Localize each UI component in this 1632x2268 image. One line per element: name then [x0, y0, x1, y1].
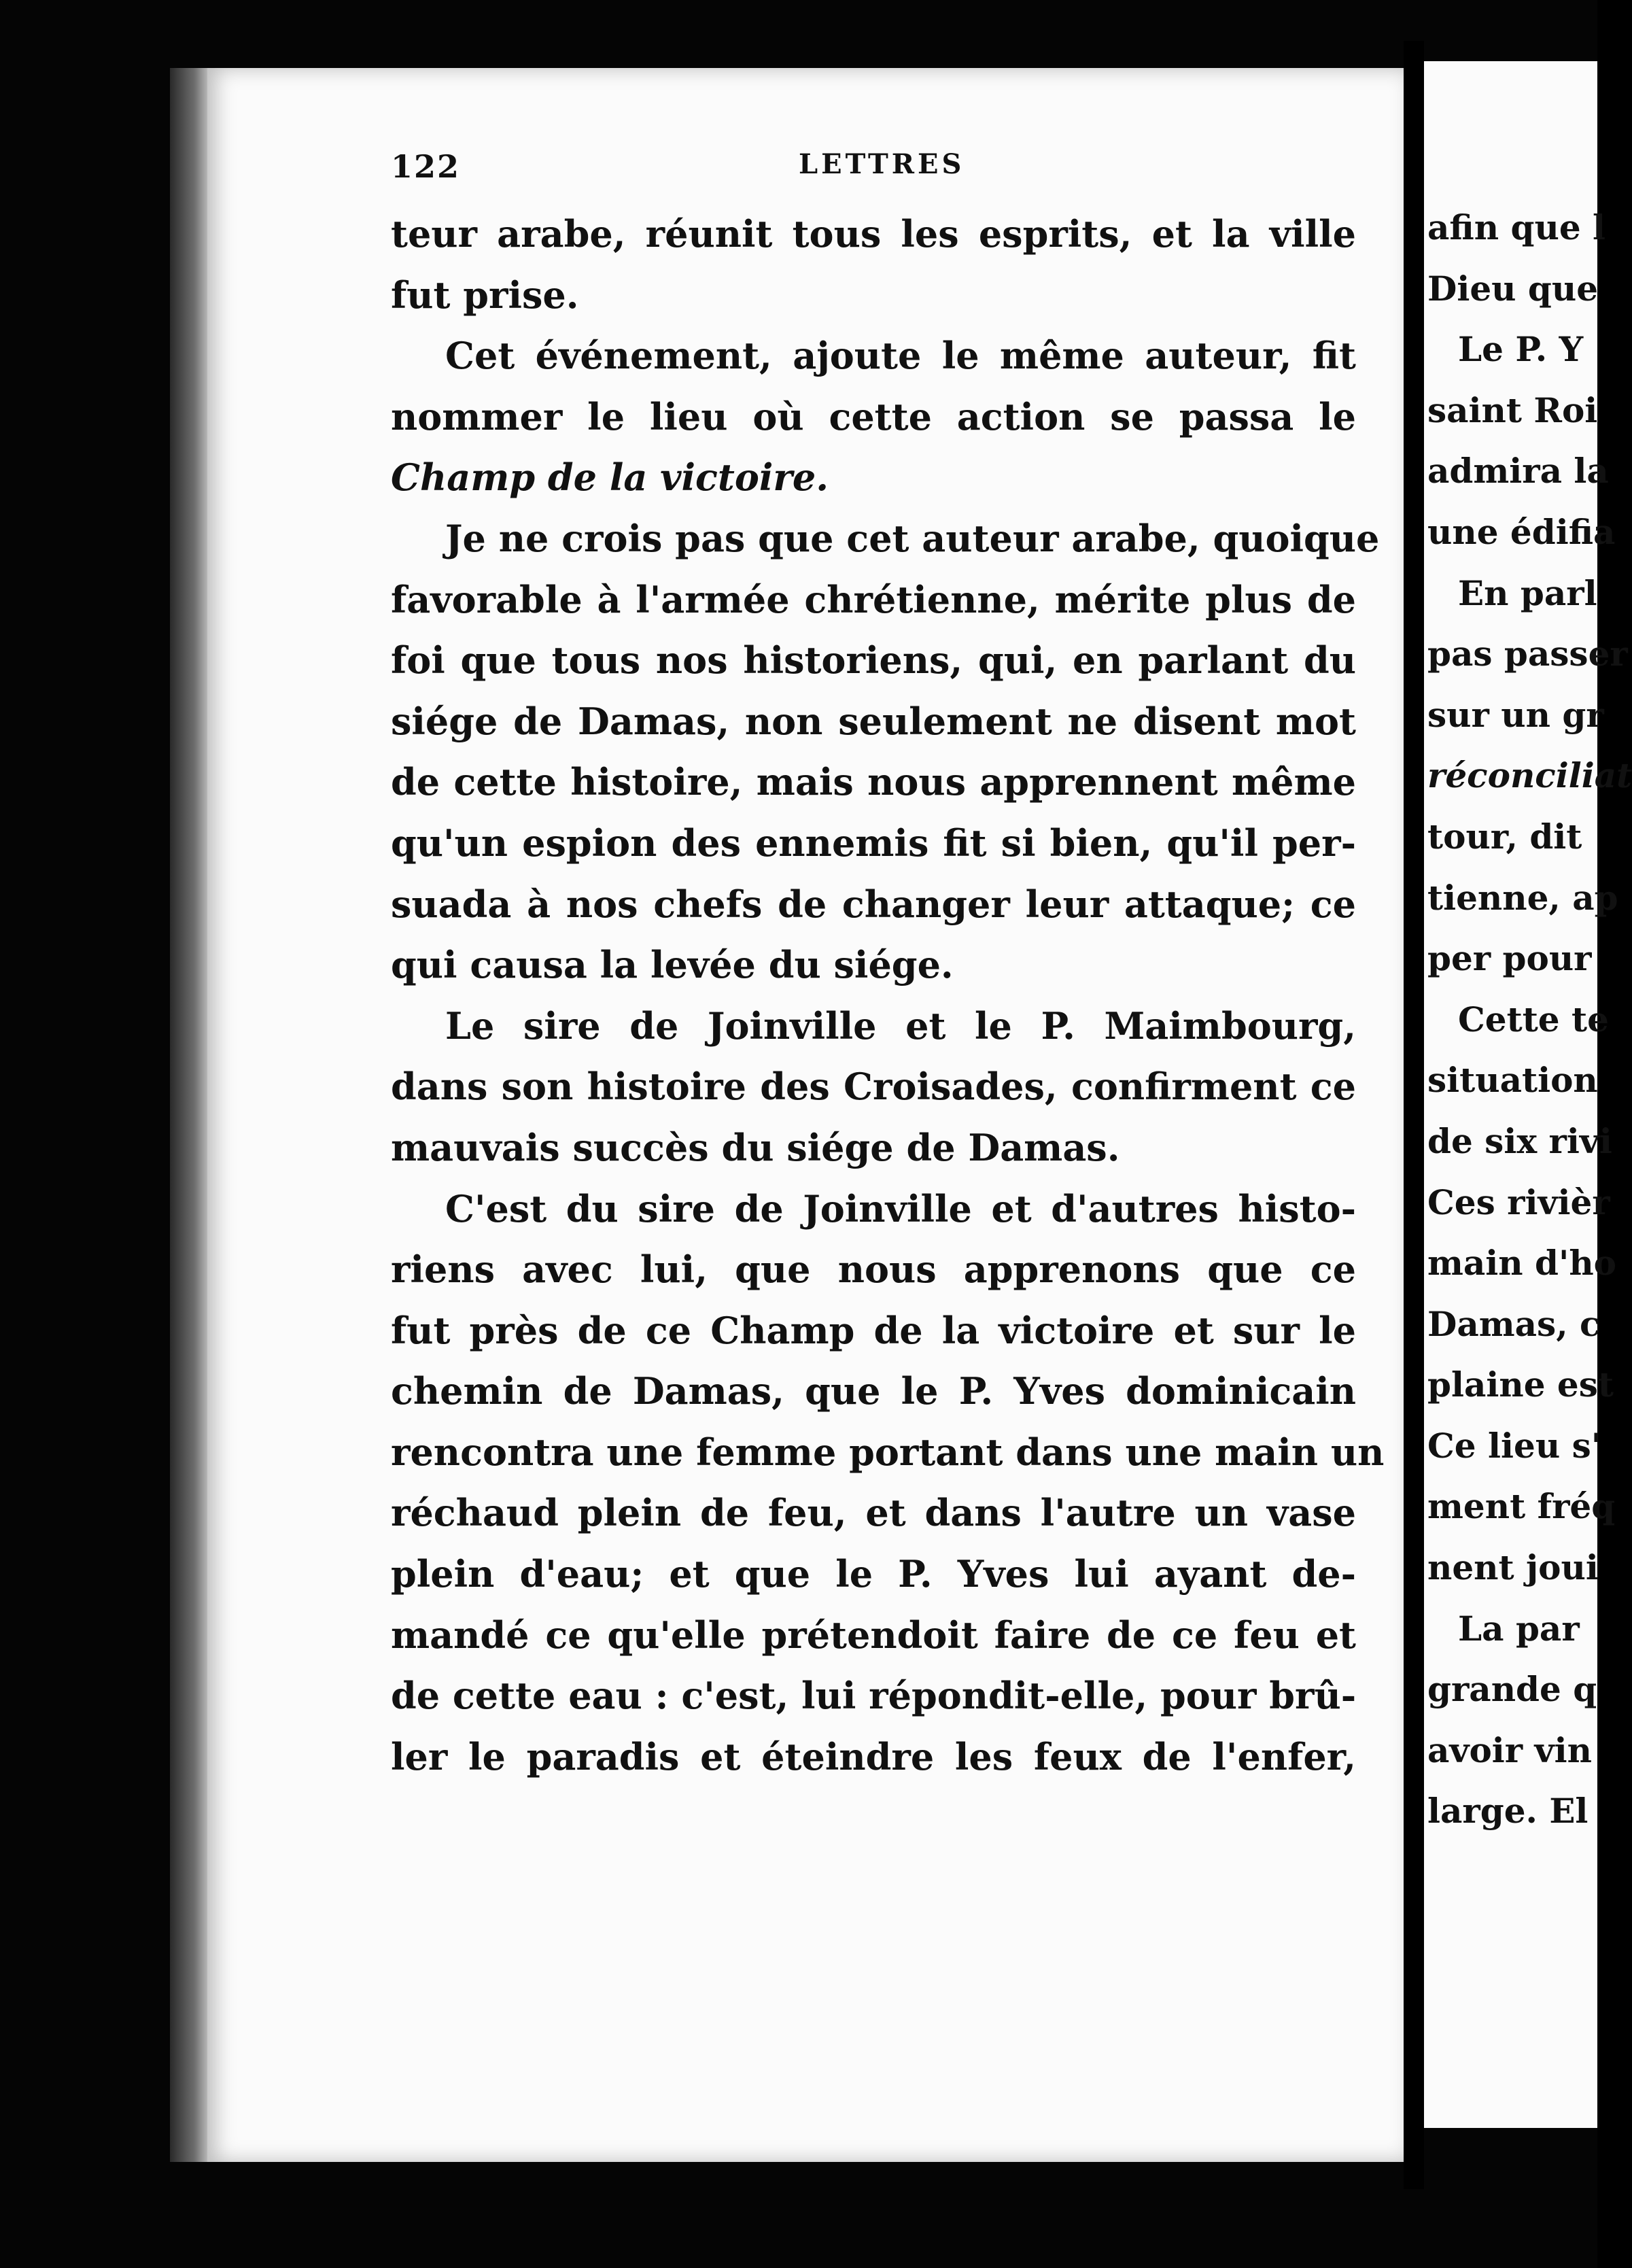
text-line: Cet événement, ajoute le même auteur, fit: [445, 334, 1356, 378]
text-line: chemin de Damas, que le P. Yves dominicain: [391, 1369, 1356, 1413]
text-line: ler le paradis et éteindre les feux de l'enfer,: [391, 1734, 1356, 1779]
right-text-line: main d'ho: [1427, 1243, 1617, 1284]
right-text-line: admira la: [1427, 451, 1609, 492]
right-text-line: afin que l: [1427, 207, 1606, 247]
text-line: Je ne crois pas que cet auteur arabe, quoique: [445, 516, 1380, 560]
right-text-line: En parl: [1458, 572, 1597, 613]
running-title: LETTRES: [799, 148, 965, 180]
text-line: siége de Damas, non seulement ne disent mot: [391, 699, 1356, 743]
left-page-text: [391, 204, 1385, 1787]
right-text-line: Damas, c: [1427, 1303, 1601, 1344]
text-line: réchaud plein de feu, et dans l'autre un vase: [391, 1491, 1356, 1535]
text-line: nommer le lieu où cette action se passa le: [391, 394, 1356, 439]
right-text-line: ment fréq: [1427, 1486, 1616, 1527]
text-line: rencontra une femme portant dans une main un: [391, 1430, 1385, 1474]
running-head: [391, 148, 1356, 189]
text-line: qu'un espion des ennemis fit si bien, qu'il per-: [391, 821, 1356, 865]
right-text-line: Le P. Y: [1458, 329, 1584, 370]
text-line: suada à nos chefs de changer leur attaque; ce: [391, 882, 1356, 926]
right-text-line: Ce lieu s': [1427, 1425, 1602, 1466]
text-line: de cette eau : c'est, lui répondit-elle, pour brû-: [391, 1674, 1357, 1718]
right-text-line: large. El: [1427, 1791, 1588, 1832]
right-text-line: grande q: [1427, 1669, 1597, 1710]
right-text-line: Dieu que: [1427, 268, 1599, 309]
text-line: mauvais succès du siége de Damas.: [391, 1125, 1120, 1169]
right-text-line: Cette te: [1458, 999, 1609, 1040]
right-text-line: plaine est: [1427, 1364, 1614, 1405]
text-line: foi que tous nos historiens, qui, en parlant du: [391, 638, 1356, 683]
text-line: fut près de ce Champ de la victoire et sur le: [391, 1308, 1356, 1352]
right-text-line: La par: [1458, 1608, 1580, 1649]
right-text-line: saint Roi: [1427, 390, 1598, 430]
text-line: qui causa la levée du siége.: [391, 943, 954, 987]
right-text-line: tienne, ap: [1427, 877, 1618, 918]
right-text-line: per pour: [1427, 938, 1592, 979]
right-text-line: réconciliat: [1427, 755, 1632, 796]
right-text-line: pas passer: [1427, 634, 1628, 674]
right-text-line: sur un gr: [1427, 694, 1604, 735]
text-line: mandé ce qu'elle prétendoit faire de ce feu et: [391, 1613, 1356, 1657]
book-spine-edge: [170, 68, 211, 2162]
text-line: dans son histoire des Croisades, confirment ce: [391, 1065, 1356, 1109]
right-page-text: [1427, 197, 1632, 1842]
right-text-line: de six rivi: [1427, 1120, 1612, 1161]
right-text-line: situation: [1427, 1060, 1598, 1101]
right-text-line: nent joui: [1427, 1547, 1599, 1588]
text-line: plein d'eau; et que le P. Yves lui ayant de-: [391, 1552, 1356, 1596]
text-line: fut prise.: [391, 273, 579, 317]
page-gutter: [1404, 41, 1424, 2189]
right-text-line: une édifia: [1427, 511, 1616, 552]
text-line: favorable à l'armée chrétienne, mérite plus de: [391, 577, 1356, 621]
right-text-line: Ces rivièr: [1427, 1182, 1610, 1222]
right-text-line: avoir vin: [1427, 1730, 1592, 1770]
text-line: C'est du sire de Joinville et d'autres histo-: [445, 1186, 1356, 1231]
text-line: riens avec lui, que nous apprenons que ce: [391, 1248, 1356, 1292]
text-line: teur arabe, réunit tous les esprits, et la ville: [391, 212, 1356, 256]
text-line: Le sire de Joinville et le P. Maimbourg,: [445, 1003, 1356, 1048]
page-number: 122: [391, 148, 461, 185]
text-line: Champ de la victoire.: [391, 456, 829, 500]
text-line: de cette histoire, mais nous apprennent même: [391, 760, 1356, 804]
right-text-line: tour, dit: [1427, 816, 1582, 857]
